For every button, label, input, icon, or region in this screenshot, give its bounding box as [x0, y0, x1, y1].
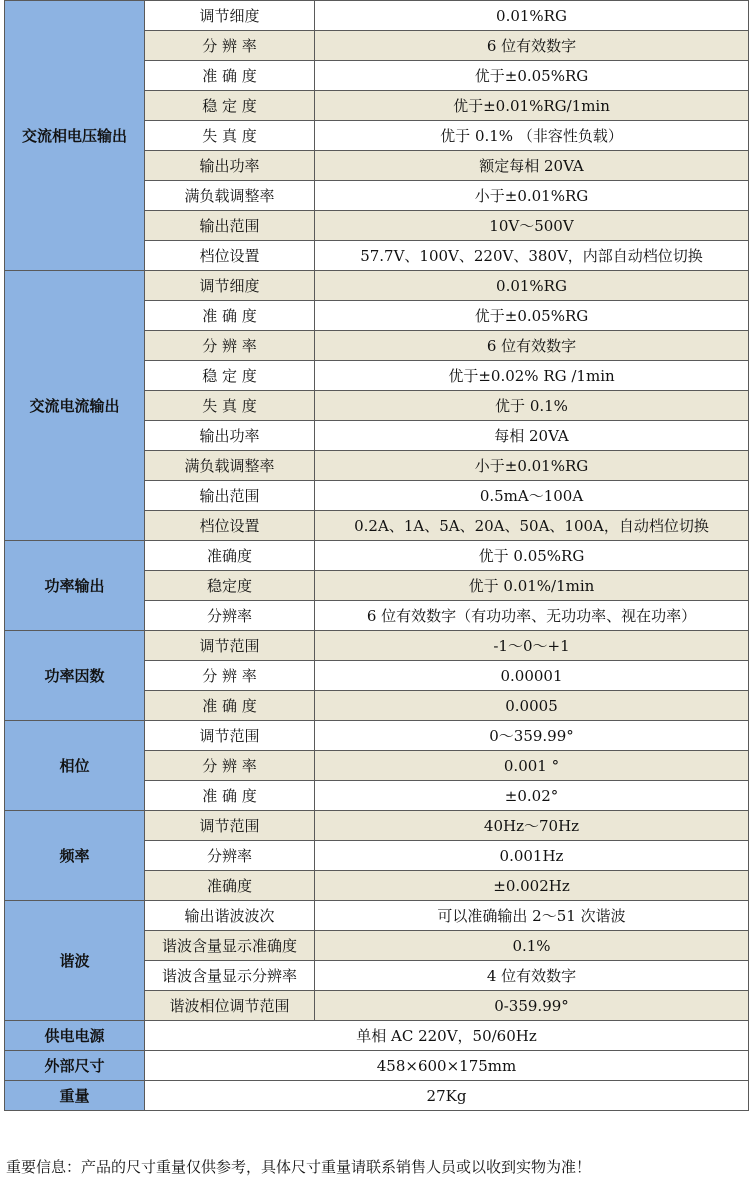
table-row: [5, 271, 749, 301]
param-value: 6 位有效数字: [315, 331, 749, 361]
param-label: 准 确 度: [145, 691, 315, 721]
param-value: 可以准确输出 2～51 次谐波: [315, 901, 749, 931]
param-label: 稳 定 度: [145, 361, 315, 391]
param-value: 小于±0.01%RG: [315, 451, 749, 481]
group-power-output: 功率输出: [5, 541, 145, 631]
group-ac-voltage-output: 交流相电压输出: [5, 1, 145, 271]
param-value: ±0.002Hz: [315, 871, 749, 901]
param-label: 准 确 度: [145, 781, 315, 811]
param-value: 优于±0.01%RG/1min: [315, 91, 749, 121]
param-value: 4 位有效数字: [315, 961, 749, 991]
param-label: 输出功率: [145, 421, 315, 451]
param-label: 满负载调整率: [145, 181, 315, 211]
param-label: 失 真 度: [145, 391, 315, 421]
param-label: 谐波含量显示分辨率: [145, 961, 315, 991]
param-value: 0.01%RG: [315, 1, 749, 31]
param-label: 谐波相位调节范围: [145, 991, 315, 1021]
param-label: 分辨率: [145, 841, 315, 871]
group-harmonics: 谐波: [5, 901, 145, 1021]
param-label: 调节细度: [145, 1, 315, 31]
param-label: 调节细度: [145, 271, 315, 301]
param-label: 分 辨 率: [145, 661, 315, 691]
param-value: 0.00001: [315, 661, 749, 691]
table-row: [5, 721, 749, 751]
table-row: [5, 1081, 749, 1111]
table-row: [5, 811, 749, 841]
param-label: 准 确 度: [145, 301, 315, 331]
param-label: 稳 定 度: [145, 91, 315, 121]
table-row: [5, 541, 749, 571]
param-value: 0.2A、1A、5A、20A、50A、100A，自动档位切换: [315, 511, 749, 541]
power-supply-label: 供电电源: [5, 1021, 145, 1051]
power-supply-value: 单相 AC 220V，50/60Hz: [145, 1021, 749, 1051]
param-value: 优于±0.05%RG: [315, 61, 749, 91]
param-label: 分 辨 率: [145, 751, 315, 781]
param-value: 57.7V、100V、220V、380V，内部自动档位切换: [315, 241, 749, 271]
important-notice: 重要信息：产品的尺寸重量仅供参考，具体尺寸重量请联系销售人员或以收到实物为准！: [6, 1158, 592, 1176]
param-value: 6 位有效数字: [315, 31, 749, 61]
param-value: -1～0～+1: [315, 631, 749, 661]
param-value: 0.001Hz: [315, 841, 749, 871]
dimensions-label: 外部尺寸: [5, 1051, 145, 1081]
param-value: 0.0005: [315, 691, 749, 721]
table-row: [5, 1051, 749, 1081]
param-label: 分 辨 率: [145, 31, 315, 61]
group-ac-current-output: 交流电流输出: [5, 271, 145, 541]
param-value: 小于±0.01%RG: [315, 181, 749, 211]
param-value: 0.001 °: [315, 751, 749, 781]
table-row: [5, 901, 749, 931]
param-label: 分辨率: [145, 601, 315, 631]
param-value: 0～359.99°: [315, 721, 749, 751]
param-label: 档位设置: [145, 241, 315, 271]
param-value: 优于±0.02% RG /1min: [315, 361, 749, 391]
param-label: 输出范围: [145, 481, 315, 511]
param-value: 6 位有效数字（有功功率、无功功率、视在功率）: [315, 601, 749, 631]
table-row: [5, 631, 749, 661]
param-label: 准确度: [145, 541, 315, 571]
param-value: 0-359.99°: [315, 991, 749, 1021]
param-label: 调节范围: [145, 631, 315, 661]
param-value: 优于 0.1% （非容性负载）: [315, 121, 749, 151]
param-value: 10V～500V: [315, 211, 749, 241]
param-label: 档位设置: [145, 511, 315, 541]
param-label: 准确度: [145, 871, 315, 901]
param-label: 调节范围: [145, 721, 315, 751]
param-label: 输出范围: [145, 211, 315, 241]
param-label: 准 确 度: [145, 61, 315, 91]
group-phase: 相位: [5, 721, 145, 811]
group-frequency: 频率: [5, 811, 145, 901]
param-value: 0.1%: [315, 931, 749, 961]
weight-label: 重量: [5, 1081, 145, 1111]
param-label: 满负载调整率: [145, 451, 315, 481]
param-label: 分 辨 率: [145, 331, 315, 361]
param-value: ±0.02°: [315, 781, 749, 811]
param-value: 0.5mA～100A: [315, 481, 749, 511]
param-value: 每相 20VA: [315, 421, 749, 451]
param-value: 优于 0.1%: [315, 391, 749, 421]
param-value: 40Hz～70Hz: [315, 811, 749, 841]
param-label: 失 真 度: [145, 121, 315, 151]
param-value: 优于±0.05%RG: [315, 301, 749, 331]
dimensions-value: 458×600×175mm: [145, 1051, 749, 1081]
param-value: 优于 0.05%RG: [315, 541, 749, 571]
weight-value: 27Kg: [145, 1081, 749, 1111]
param-value: 0.01%RG: [315, 271, 749, 301]
param-label: 稳定度: [145, 571, 315, 601]
param-value: 优于 0.01%/1min: [315, 571, 749, 601]
param-label: 输出谐波波次: [145, 901, 315, 931]
table-row: [5, 1021, 749, 1051]
param-label: 谐波含量显示准确度: [145, 931, 315, 961]
param-label: 调节范围: [145, 811, 315, 841]
param-label: 输出功率: [145, 151, 315, 181]
spec-table: [4, 0, 749, 1111]
table-row: [5, 1, 749, 31]
group-power-factor: 功率因数: [5, 631, 145, 721]
param-value: 额定每相 20VA: [315, 151, 749, 181]
